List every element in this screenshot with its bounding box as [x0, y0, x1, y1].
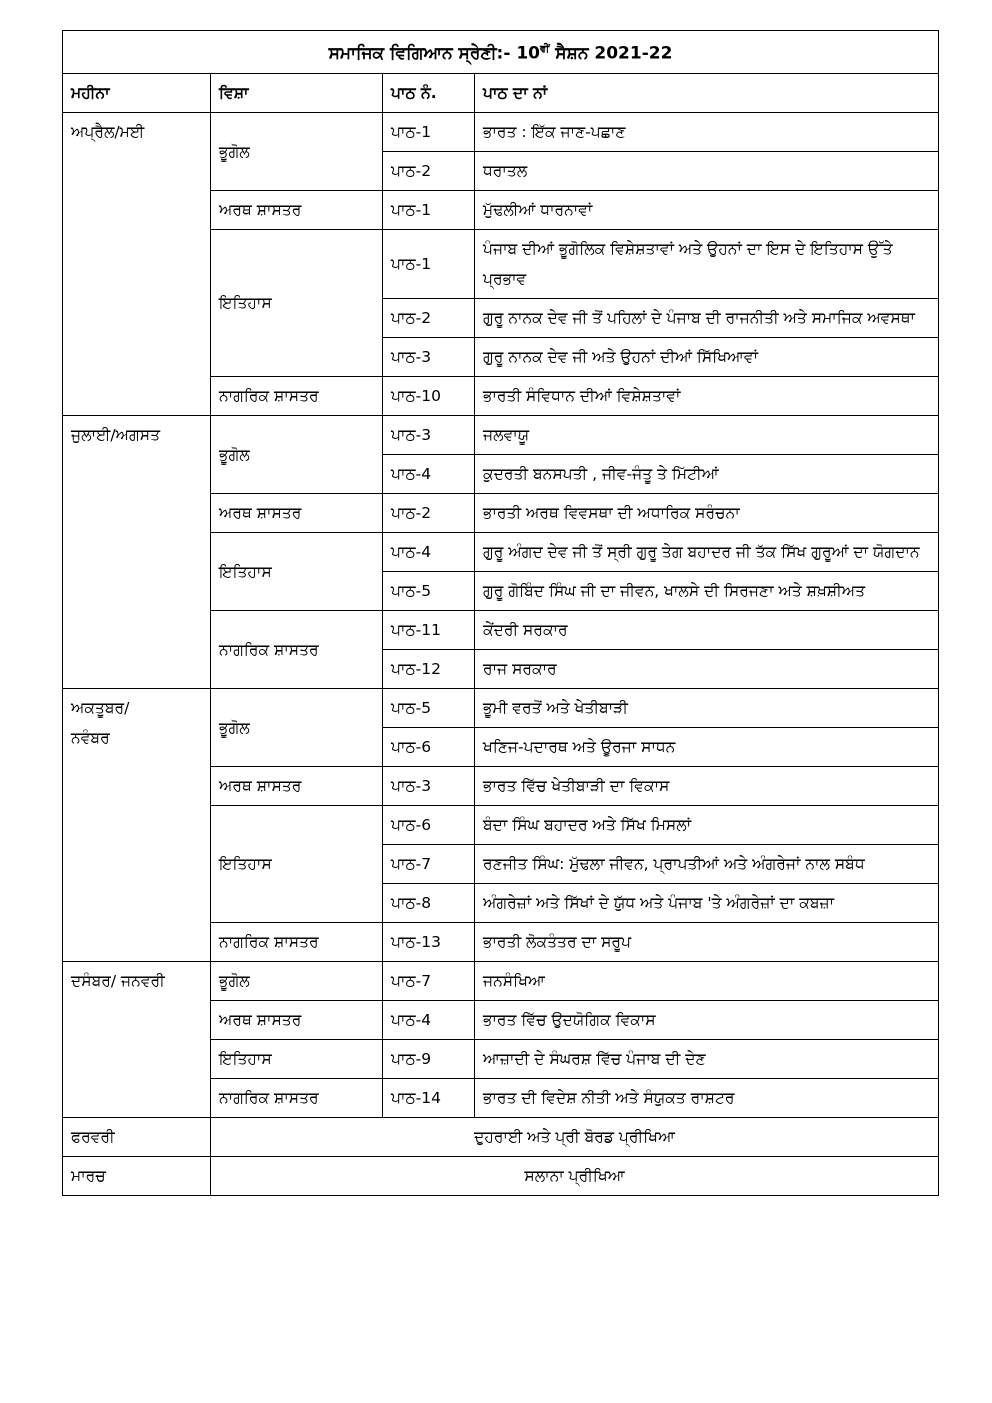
month-line: ਅਕਤੂਬਰ/	[71, 699, 130, 717]
title-row	[63, 31, 939, 74]
subject-cell: ਅਰਥ ਸ਼ਾਸਤਰ	[211, 1001, 383, 1040]
subject-cell: ਭੂਗੋਲ	[211, 416, 383, 494]
lesson-name: ਰਾਜ ਸਰਕਾਰ	[475, 650, 939, 689]
header-lesson-name: ਪਾਠ ਦਾ ਨਾਂ	[475, 74, 939, 113]
lesson-number: ਪਾਠ-5	[383, 572, 475, 611]
month-cell: ਫਰਵਰੀ	[63, 1118, 211, 1157]
lesson-name: ਕੁਦਰਤੀ ਬਨਸਪਤੀ , ਜੀਵ-ਜੰਤੂ ਤੇ ਮਿੱਟੀਆਂ	[475, 455, 939, 494]
lesson-number: ਪਾਠ-1	[383, 113, 475, 152]
month-cell	[63, 689, 211, 962]
lesson-name: ਗੁਰੂ ਗੋਬਿੰਦ ਸਿੰਘ ਜੀ ਦਾ ਜੀਵਨ, ਖਾਲਸੇ ਦੀ ਸਿਰਜਣਾ ਅਤੇ ਸ਼ਖ਼ਸ਼ੀਅਤ	[475, 572, 939, 611]
table-row	[63, 962, 939, 1001]
lesson-number: ਪਾਠ-12	[383, 650, 475, 689]
lesson-number: ਪਾਠ-1	[383, 230, 475, 299]
lesson-number: ਪਾਠ-2	[383, 494, 475, 533]
lesson-name: ਆਜ਼ਾਦੀ ਦੇ ਸੰਘਰਸ਼ ਵਿੱਚ ਪੰਜਾਬ ਦੀ ਦੇਣ	[475, 1040, 939, 1079]
lesson-name: ਭਾਰਤ ਵਿੱਚ ਖੇਤੀਬਾੜੀ ਦਾ ਵਿਕਾਸ	[475, 767, 939, 806]
table-row	[63, 689, 939, 728]
lesson-name: ਭਾਰਤੀ ਲੋਕਤੰਤਰ ਦਾ ਸਰੂਪ	[475, 923, 939, 962]
table-row	[63, 1118, 939, 1157]
table-row	[63, 416, 939, 455]
lesson-number: ਪਾਠ-7	[383, 845, 475, 884]
lesson-number: ਪਾਠ-11	[383, 611, 475, 650]
subject-cell: ਅਰਥ ਸ਼ਾਸਤਰ	[211, 191, 383, 230]
subject-cell: ਨਾਗਰਿਕ ਸ਼ਾਸਤਰ	[211, 377, 383, 416]
subject-cell: ਅਰਥ ਸ਼ਾਸਤਰ	[211, 767, 383, 806]
lesson-name: ਅੰਗਰੇਜ਼ਾਂ ਅਤੇ ਸਿੱਖਾਂ ਦੇ ਯੁੱਧ ਅਤੇ ਪੰਜਾਬ 'ਤੇ ਅੰਗਰੇਜ਼ਾਂ ਦਾ ਕਬਜ਼ਾ	[475, 884, 939, 923]
revision-activity: ਦੁਹਰਾਈ ਅਤੇ ਪ੍ਰੀ ਬੋਰਡ ਪ੍ਰੀਖਿਆ	[211, 1118, 939, 1157]
lesson-number: ਪਾਠ-4	[383, 533, 475, 572]
lesson-number: ਪਾਠ-1	[383, 191, 475, 230]
subject-cell: ਅਰਥ ਸ਼ਾਸਤਰ	[211, 494, 383, 533]
lesson-name: ਗੁਰੂ ਨਾਨਕ ਦੇਵ ਜੀ ਅਤੇ ਉਹਨਾਂ ਦੀਆਂ ਸਿੱਖਿਆਵਾਂ	[475, 338, 939, 377]
lesson-number: ਪਾਠ-14	[383, 1079, 475, 1118]
table-title: ਸਮਾਜਿਕ ਵਿਗਿਆਨ ਸ੍ਰੇਣੀ:- $10^{ਵੀਂ}$ ਸੈਸ਼ਨ 2021-22	[63, 31, 939, 74]
lesson-number: ਪਾਠ-10	[383, 377, 475, 416]
subject-cell: ਭੂਗੋਲ	[211, 689, 383, 767]
lesson-name: ਜਨਸੰਖਿਆ	[475, 962, 939, 1001]
lesson-name: ਖਣਿਜ-ਪਦਾਰਥ ਅਤੇ ਊਰਜਾ ਸਾਧਨ	[475, 728, 939, 767]
lesson-number: ਪਾਠ-6	[383, 728, 475, 767]
month-cell: ਮਾਰਚ	[63, 1157, 211, 1196]
lesson-number: ਪਾਠ-9	[383, 1040, 475, 1079]
header-subject: ਵਿਸ਼ਾ	[211, 74, 383, 113]
lesson-name: ਬੰਦਾ ਸਿੰਘ ਬਹਾਦਰ ਅਤੇ ਸਿੱਖ ਮਿਸਲਾਂ	[475, 806, 939, 845]
lesson-name: ਮੁੱਢਲੀਆਂ ਧਾਰਨਾਵਾਂ	[475, 191, 939, 230]
lesson-name: ਭਾਰਤੀ ਅਰਥ ਵਿਵਸਥਾ ਦੀ ਅਧਾਰਿਕ ਸਰੰਚਨਾ	[475, 494, 939, 533]
subject-cell: ਇਤਿਹਾਸ	[211, 533, 383, 611]
lesson-name: ਭੂਮੀ ਵਰਤੋਂ ਅਤੇ ਖੇਤੀਬਾੜੀ	[475, 689, 939, 728]
lesson-name: ਕੇਂਦਰੀ ਸਰਕਾਰ	[475, 611, 939, 650]
lesson-number: ਪਾਠ-8	[383, 884, 475, 923]
month-cell: ਦਸੰਬਰ/ ਜਨਵਰੀ	[63, 962, 211, 1118]
lesson-name: ਭਾਰਤ ਦੀ ਵਿਦੇਸ਼ ਨੀਤੀ ਅਤੇ ਸੰਯੁਕਤ ਰਾਸ਼ਟਰ	[475, 1079, 939, 1118]
header-lesson-no: ਪਾਠ ਨੰ.	[383, 74, 475, 113]
lesson-number: ਪਾਠ-13	[383, 923, 475, 962]
month-cell: ਜੁਲਾਈ/ਅਗਸਤ	[63, 416, 211, 689]
subject-cell: ਨਾਗਰਿਕ ਸ਼ਾਸਤਰ	[211, 1079, 383, 1118]
table-row	[63, 113, 939, 152]
header-month: ਮਹੀਨਾ	[63, 74, 211, 113]
syllabus-table	[62, 30, 939, 1196]
lesson-name: ਧਰਾਤਲ	[475, 152, 939, 191]
lesson-name: ਭਾਰਤੀ ਸੰਵਿਧਾਨ ਦੀਆਂ ਵਿਸ਼ੇਸ਼ਤਾਵਾਂ	[475, 377, 939, 416]
lesson-number: ਪਾਠ-4	[383, 1001, 475, 1040]
table-row	[63, 1157, 939, 1196]
subject-cell: ਨਾਗਰਿਕ ਸ਼ਾਸਤਰ	[211, 611, 383, 689]
lesson-number: ਪਾਠ-6	[383, 806, 475, 845]
lesson-number: ਪਾਠ-2	[383, 152, 475, 191]
subject-cell: ਨਾਗਰਿਕ ਸ਼ਾਸਤਰ	[211, 923, 383, 962]
lesson-number: ਪਾਠ-3	[383, 338, 475, 377]
subject-cell: ਇਤਿਹਾਸ	[211, 1040, 383, 1079]
lesson-name: ਗੁਰੂ ਨਾਨਕ ਦੇਵ ਜੀ ਤੋਂ ਪਹਿਲਾਂ ਦੇ ਪੰਜਾਬ ਦੀ ਰਾਜਨੀਤੀ ਅਤੇ ਸਮਾਜਿਕ ਅਵਸਥਾ	[475, 299, 939, 338]
lesson-number: ਪਾਠ-3	[383, 767, 475, 806]
header-row	[63, 74, 939, 113]
lesson-number: ਪਾਠ-5	[383, 689, 475, 728]
subject-cell: ਭੂਗੋਲ	[211, 113, 383, 191]
lesson-number: ਪਾਠ-3	[383, 416, 475, 455]
month-cell: ਅਪ੍ਰੈਲ/ਮਈ	[63, 113, 211, 416]
lesson-name: ਗੁਰੂ ਅੰਗਦ ਦੇਵ ਜੀ ਤੋਂ ਸ੍ਰੀ ਗੁਰੂ ਤੇਗ ਬਹਾਦਰ ਜੀ ਤੱਕ ਸਿੱਖ ਗੁਰੂਆਂ ਦਾ ਯੋਗਦਾਨ	[475, 533, 939, 572]
subject-cell: ਇਤਿਹਾਸ	[211, 230, 383, 377]
month-line: ਨਵੰਬਰ	[71, 729, 110, 747]
lesson-name: ਭਾਰਤ : ਇੱਕ ਜਾਣ-ਪਛਾਣ	[475, 113, 939, 152]
lesson-name: ਜਲਵਾਯੂ	[475, 416, 939, 455]
annual-exam-activity: ਸਲਾਨਾ ਪ੍ਰੀਖਿਆ	[211, 1157, 939, 1196]
lesson-number: ਪਾਠ-2	[383, 299, 475, 338]
lesson-number: ਪਾਠ-4	[383, 455, 475, 494]
subject-cell: ਭੂਗੋਲ	[211, 962, 383, 1001]
lesson-name: ਪੰਜਾਬ ਦੀਆਂ ਭੂਗੋਲਿਕ ਵਿਸ਼ੇਸ਼ਤਾਵਾਂ ਅਤੇ ਉਹਨਾਂ ਦਾ ਇਸ ਦੇ ਇਤਿਹਾਸ ਉੱਤੇ ਪ੍ਰਭਾਵ	[475, 230, 939, 299]
lesson-name: ਰਣਜੀਤ ਸਿੰਘ: ਮੁੱਢਲਾ ਜੀਵਨ, ਪ੍ਰਾਪਤੀਆਂ ਅਤੇ ਅੰਗਰੇਜਾਂ ਨਾਲ ਸਬੰਧ	[475, 845, 939, 884]
lesson-number: ਪਾਠ-7	[383, 962, 475, 1001]
subject-cell: ਇਤਿਹਾਸ	[211, 806, 383, 923]
lesson-name: ਭਾਰਤ ਵਿੱਚ ਉਦਯੋਗਿਕ ਵਿਕਾਸ	[475, 1001, 939, 1040]
